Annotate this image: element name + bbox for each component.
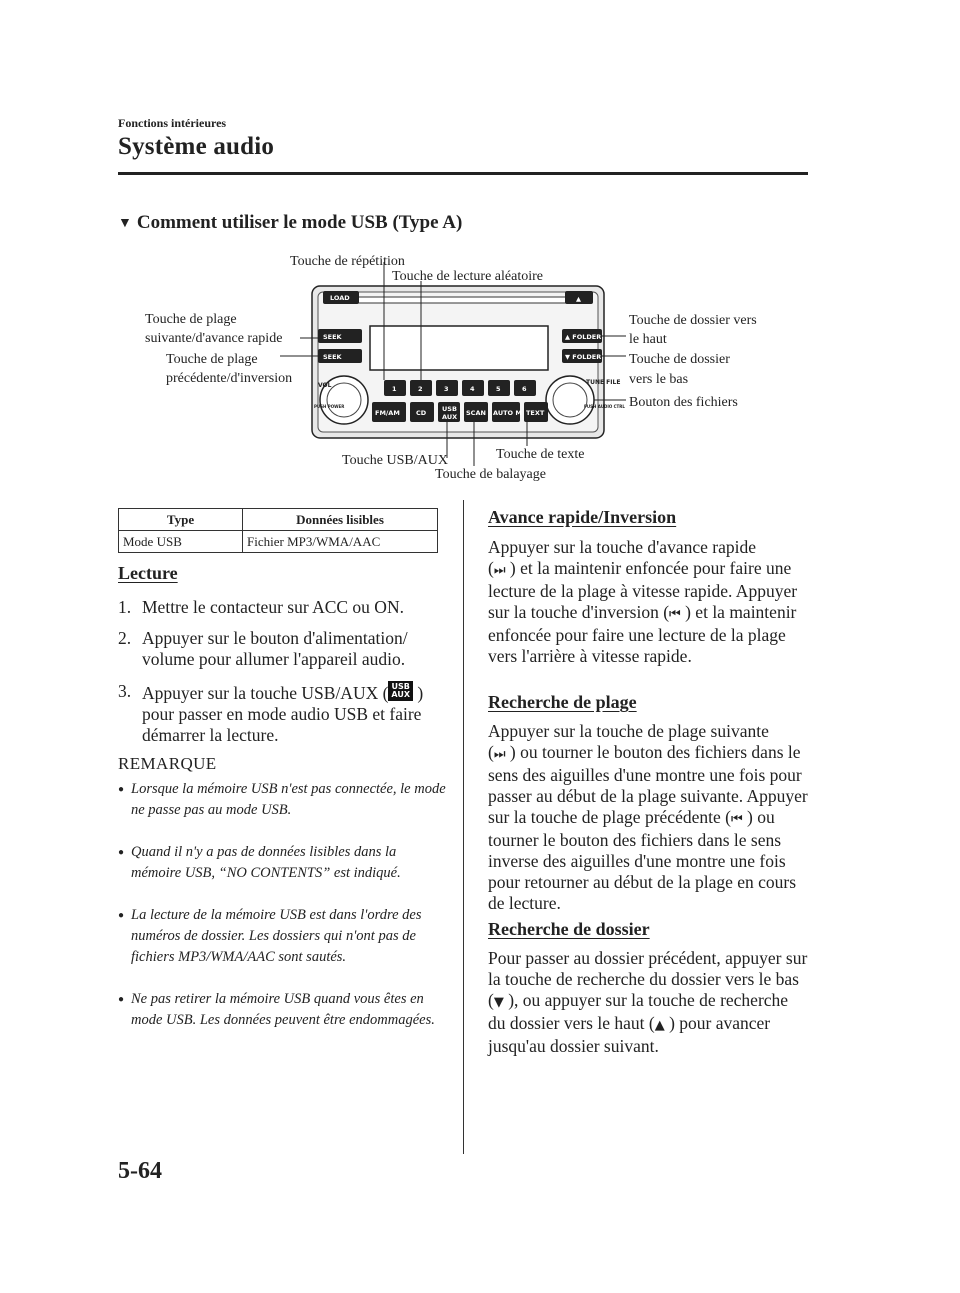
step-number: 3.: [118, 681, 132, 701]
bullet-icon: ●: [118, 847, 125, 858]
callout-folder-up-2: le haut: [629, 332, 667, 347]
text-label: TEXT: [526, 409, 545, 417]
column-divider: [463, 500, 464, 1154]
step-text: [142, 681, 448, 746]
note-text: Ne pas retirer la mémoire USB quand vous êtes en mode USB. Les données peuvent être endommagées.: [131, 991, 435, 1028]
dossier-heading: Recherche de dossier: [488, 919, 650, 939]
note-item: [118, 842, 448, 884]
avance-text-2: (: [488, 558, 494, 578]
list-item: [118, 681, 448, 746]
callout-scan: Touche de balayage: [435, 467, 546, 482]
seek-down-label: SEEK: [323, 353, 342, 361]
bullet-icon: ●: [118, 910, 125, 921]
table-header: Type: [119, 509, 243, 531]
callout-file-knob: Bouton des fichiers: [629, 395, 738, 410]
plage-text-2: (: [488, 742, 494, 762]
avance-text-4: ) et la maintenir enfoncée pour faire une lecture de la plage vers l'arrière à vitesse rapide.: [488, 602, 797, 666]
scan-label: SCAN: [466, 409, 486, 417]
dossier-text-3: ) pour avancer jusqu'au dossier suivant.: [488, 1013, 771, 1056]
previous-track-icon: ⏮: [730, 812, 743, 827]
callout-usb-aux: Touche USB/AUX: [342, 453, 448, 468]
triangle-down-icon: ▼: [118, 216, 132, 231]
cd-label: CD: [416, 409, 427, 417]
dossier-text-2: ), ou appuyer sur la touche de recherche du dossier vers le haut (: [488, 990, 789, 1033]
tune-file-label: TUNE FILE: [586, 379, 621, 386]
callout-random: Touche de lecture aléatoire: [392, 269, 543, 284]
callout-next-track-2: suivante/d'avance rapide: [145, 331, 283, 346]
load-label: LOAD: [330, 294, 350, 302]
note-item: [118, 779, 448, 821]
list-item: [118, 597, 448, 618]
avance-paragraph: [488, 537, 808, 667]
reverse-icon: ⏮: [669, 607, 681, 622]
callout-prev-track-2: précédente/d'inversion: [166, 371, 293, 386]
avance-text-1: Appuyer sur la touche d'avance rapide: [488, 537, 756, 557]
callout-prev-track-1: Touche de plage: [166, 352, 258, 367]
callout-folder-down-2: vers le bas: [629, 372, 689, 387]
bullet-icon: ●: [118, 784, 125, 795]
callout-folder-down-1: Touche de dossier: [629, 352, 730, 367]
list-item: [118, 628, 448, 670]
table-header: Données lisibles: [243, 509, 438, 531]
table-header-row: [119, 509, 438, 531]
usb-aux-icon-top: USB: [391, 682, 410, 691]
dossier-text-1: Pour passer au dossier précédent, appuyer sur la touche de recherche du dossier vers le bas (: [488, 948, 808, 1010]
plage-text-1: Appuyer sur la touche de plage suivante: [488, 721, 769, 741]
note-text: Lorsque la mémoire USB n'est pas connectée, le mode ne passe pas au mode USB.: [131, 781, 446, 818]
note-text: La lecture de la mémoire USB est dans l'ordre des numéros de dossier. Les dossiers qui n'ont pas de fichiers MP3/WMA/AAC sont sautés.: [131, 907, 422, 965]
auto-m-label: AUTO M: [493, 409, 522, 417]
eject-label: ▲: [576, 295, 581, 303]
table-row: [119, 531, 438, 553]
display-screen: [370, 326, 548, 370]
volume-knob-inner: [327, 383, 361, 417]
step-number: 2.: [118, 628, 132, 648]
next-track-icon: ⏭: [493, 747, 506, 762]
fast-forward-icon: ⏭: [493, 563, 506, 578]
plage-text-4: ) ou tourner le bouton des fichiers dans le sens inverse des aiguilles d'une montre une fois pour retourner au début de la plage en cours de lecture.: [488, 807, 797, 913]
preset-label-1: 1: [392, 385, 397, 393]
table-cell: Mode USB: [119, 531, 243, 553]
usb-aux-icon-bottom: AUX: [391, 690, 411, 699]
note-text: Quand il n'y a pas de données lisibles dans la mémoire USB, “NO CONTENTS” est indiqué.: [131, 844, 401, 881]
section-label: Fonctions intérieures: [118, 116, 227, 130]
callout-folder-up-1: Touche de dossier vers: [629, 313, 757, 328]
fm-am-label: FM/AM: [375, 409, 400, 417]
readable-data-table: [118, 508, 438, 553]
push-audio-label: PUSH AUDIO CTRL: [584, 404, 625, 409]
note-item: [118, 989, 448, 1031]
dossier-paragraph: [488, 948, 808, 1057]
note-item: [118, 905, 448, 968]
step-text-post: ) pour passer en mode audio USB et faire démarrer la lecture.: [142, 683, 424, 745]
preset-label-5: 5: [496, 385, 501, 393]
step-number: 1.: [118, 597, 132, 617]
folder-up-label: ▲ FOLDER: [565, 333, 602, 341]
table-cell: Fichier MP3/WMA/AAC: [243, 531, 438, 553]
folder-up-icon: ▲: [654, 1018, 665, 1033]
push-power-label: PUSH POWER: [314, 404, 345, 409]
preset-label-6: 6: [522, 385, 527, 393]
vol-label: VOL: [318, 382, 332, 389]
folder-down-icon: ▼: [493, 995, 504, 1010]
avance-text-3: ) et la maintenir enfoncée pour faire une lecture de la plage à vitesse rapide. Appuyer sur la touche d'inversion (: [488, 558, 798, 622]
callout-repeat: Touche de répétition: [290, 254, 405, 269]
plage-heading: Recherche de plage: [488, 692, 637, 712]
preset-label-4: 4: [470, 385, 475, 393]
callout-next-track-1: Touche de plage: [145, 312, 237, 327]
step-text-pre: Appuyer sur la touche USB/AUX (: [142, 683, 389, 703]
plage-text-3: ) ou tourner le bouton des fichiers dans le sens des aiguilles d'une montre une fois pour passer au début de la plage suivante. Appuyer sur la touche de plage précédente (: [488, 742, 808, 827]
usb-label: USB: [442, 405, 457, 413]
step-text: Appuyer sur le bouton d'alimentation/ volume pour allumer l'appareil audio.: [142, 628, 408, 669]
plage-paragraph: [488, 721, 808, 914]
preset-label-3: 3: [444, 385, 449, 393]
main-heading-text: Comment utiliser le mode USB (Type A): [136, 212, 463, 233]
step-text: Mettre le contacteur sur ACC ou ON.: [142, 597, 404, 617]
usb-aux-icon: [388, 681, 413, 701]
folder-down-label: ▼ FOLDER: [565, 353, 602, 361]
aux-label: AUX: [442, 413, 458, 421]
chapter-title: Système audio: [118, 133, 275, 160]
lecture-heading: Lecture: [118, 563, 178, 583]
radio-panel-svg: [0, 0, 960, 500]
remarque-heading: REMARQUE: [118, 754, 217, 773]
page-number: 5-64: [118, 1158, 162, 1184]
bullet-icon: ●: [118, 994, 125, 1005]
cd-slot: [340, 297, 574, 303]
avance-heading: Avance rapide/Inversion: [488, 507, 677, 527]
seek-up-label: SEEK: [323, 333, 342, 341]
tune-knob-inner: [553, 383, 587, 417]
preset-label-2: 2: [418, 385, 423, 393]
callout-text: Touche de texte: [496, 447, 585, 462]
